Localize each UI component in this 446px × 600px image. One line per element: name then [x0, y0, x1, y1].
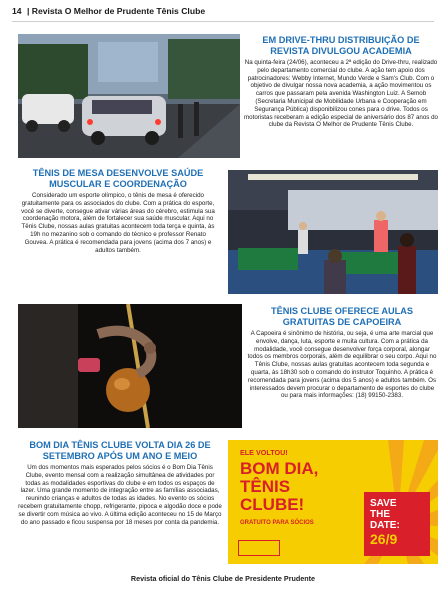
article-capoeira	[246, 306, 438, 400]
article-table-tennis	[18, 168, 218, 254]
save-line: SAVE	[370, 498, 397, 509]
save-line: THE	[370, 509, 390, 520]
promo-headline-line: TÊNIS	[240, 477, 291, 496]
header-separator: |	[26, 6, 30, 16]
publication-name: Revista O Melhor de Prudente Tênis Clube	[31, 6, 206, 16]
article-body: A Capoeira é sinônimo de história, ou seja, é uma arte marcial que envolve, dança, luta, esporte e muita cultura. Com a prática da modalidade, você consegue desenvolver força corporal, alongar todos os membros corporais, além de equilibrar o seu corpo. Aqui no Tênis Clube, nossas aulas gratuitas acontecem toda segunda e quarta, às 18h30 sob o comando do instrutor Toquinho. A prática é recomendada para jovens (acima dos 5 anos) e adultos também. Os interessados devem procurar o departamento de esportes do clube ou para mais informações: (18) 99150-2383.	[247, 330, 437, 400]
article-body: Na quinta-feira (24/06), aconteceu a 2ª edição do Drive-thru, realizado pelo departamento comercial do clube. A ação tem apoio dos patrocinadores: Webby Internet, Mundo Verde e Sam's Club. Com o objetivo de divulgar nossa nova academia, a ação movimentou os carros que passaram pela avenida Washington Luiz. A Semob (Secretaria Municipal de Mobilidade Urbana e Cooperação em Segurança Pública) disponibilizou cones para o drive. Todos os motoristas receberam a edição especial de aniversário dos 87 anos do clube da Revista O Melhor de Prudente Tênis Clube.	[244, 59, 438, 129]
article-drive-thru	[244, 35, 438, 129]
article-body: Considerado um esporte olímpico, o tênis de mesa é oferecido gratuitamente para os associados do clube. Com a prática do esporte, você se diverte, consegue ativar várias áreas do cérebro, estimula sua coordenação motora, além de fortalecer sua saúde muscular. Aqui no Tênis Clube, nossas aulas gratuitas acontecem toda terça e quinta, às 19h no mezanino sob o comando do técnico e professor Renato Gouvea. A prática é recomendada para jovens (acima dos 7 anos) e adultos também.	[21, 192, 215, 254]
capoeira-photo	[18, 304, 242, 428]
promo-headline	[240, 460, 360, 514]
article-body: Um dos momentos mais esperados pelos sócios é o Bom Dia Tênis Clube, evento mensal com a realização simultânea de atividades por todas as modalidades esportivas do clube e em todos os espaços de lazer. Uma grande momento de integração entre as famílias associadas, reunindo crianças e adultos de todas as idades. No evento os sócios recebem gratuitamente chopp, refrigerante, pipoca e algodão doce e pode se divertir com música ao vivo. A última edição aconteceu no 15 de Março do ano passado e ficou suspensa por 18 meses por conta da pandemia.	[18, 464, 222, 526]
page-footer: Revista oficial do Tênis Clube de Presidente Prudente	[130, 574, 316, 583]
event-date: 26/9	[370, 531, 398, 547]
save-line: DATE:	[370, 520, 400, 531]
article-title: TÊNIS DE MESA DESENVOLVE SAÚDE MUSCULAR E COORDENAÇÃO	[32, 168, 204, 189]
promo-subline: GRATUITO PARA SÓCIOS	[240, 520, 314, 526]
bom-dia-promo-banner	[228, 440, 438, 564]
table-tennis-photo	[228, 170, 438, 294]
drive-thru-photo	[18, 34, 240, 158]
article-title: EM DRIVE-THRU DISTRIBUIÇÃO DE REVISTA DIVULGOU ACADEMIA	[262, 35, 420, 56]
article-title: TÊNIS CLUBE OFERECE AULAS GRATUITAS DE CAPOEIRA	[270, 306, 414, 327]
article-bom-dia	[18, 440, 222, 526]
promo-headline-line: BOM DIA,	[240, 459, 319, 478]
promo-kicker: ELE VOLTOU!	[240, 448, 288, 457]
club-logo	[238, 540, 280, 556]
page-number: 14	[12, 6, 22, 16]
promo-headline-line: CLUBE!	[240, 495, 305, 514]
save-the-date-box	[364, 492, 430, 556]
page-header	[12, 6, 434, 22]
article-title: BOM DIA TÊNIS CLUBE VOLTA DIA 26 DE SETEMBRO APÓS UM ANO E MEIO	[29, 440, 211, 461]
